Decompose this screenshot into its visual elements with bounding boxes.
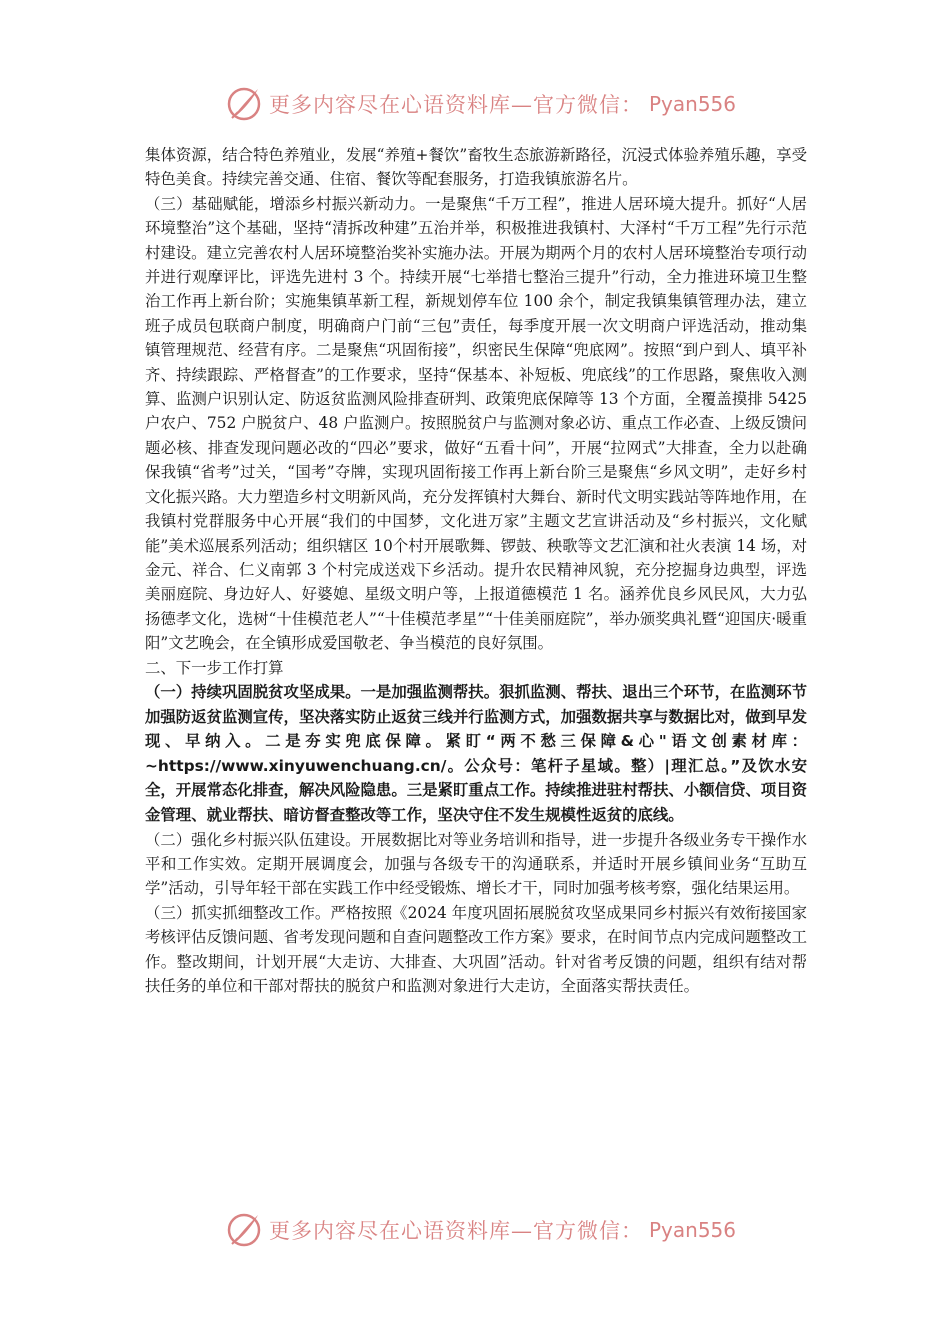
header-watermark [225, 84, 736, 124]
watermark-wechat-id: Pyan556 [649, 92, 737, 116]
paragraph-consolidate-poverty-results: （一）持续巩固脱贫攻坚成果。一是加强监测帮扶。狠抓监测、帮扶、退出三个环节，在监测环节加强防返贫监测宣传，坚决落实防止返贫三线并行监测方式，加强数据共享与数据比对，做到早发现、早纳入。二是夯实兜底保障。紧盯“两不愁三保障&心"语文创素材库：~https://www.xinyuwenchuang.cn/。公众号：笔杆子星域。整）|理汇总。”及饮水安全，开展常态化排查，解决风险隐患。三是紧盯重点工作。持续推进驻村帮扶、小额信贷、项目资金管理、就业帮扶、暗访督查整改等工作，坚决守住不发生规模性返贫的底线。 [145, 682, 807, 824]
body-text [145, 143, 807, 998]
watermark-text: 更多内容尽在心语资料库—官方微信： [269, 93, 643, 117]
section-heading-next-steps: 二、下一步工作打算 [145, 658, 284, 677]
watermark-text: 更多内容尽在心语资料库—官方微信： [269, 1219, 643, 1243]
paragraph-rectification: （三）抓实抓细整改工作。严格按照《2024 年度巩固拓展脱贫攻坚成果同乡村振兴有效衔接国家考核评估反馈问题、省考发现问题和自查问题整改工作方案》要求，在时间节点内完成问题整改工作。整改期间，计划开展“大走访、大排查、大巩固”活动。针对省考反馈的问题，组织有结对帮扶任务的单位和干部对帮扶的脱贫户和监测对象进行大走访，全面落实帮扶责任。 [145, 903, 807, 995]
watermark-wechat-id: Pyan556 [649, 1218, 737, 1242]
footer-watermark [225, 1210, 736, 1250]
paragraph-village-tourism: 集体资源，结合特色养殖业，发展“养殖+餐饮”畜牧生态旅游新路径，沉浸式体验养殖乐趣，享受特色美食。持续完善交通、住宿、餐饮等配套服务，打造我镇旅游名片。 [145, 146, 807, 189]
paragraph-team-building: （二）强化乡村振兴队伍建设。开展数据比对等业务培训和指导，进一步提升各级业务专干操作水平和工作实效。定期开展调度会，加强与各级专干的沟通联系，并适时开展乡镇间业务“互助互学”活动，引导年轻干部在实践工作中经受锻炼、增长才干，同时加强考核考察，强化结果运用。 [145, 830, 807, 898]
paragraph-basic-empowerment: （三）基础赋能，增添乡村振兴新动力。一是聚焦“千万工程”，推进人居环境大提升。抓好“人居环境整治”这个基础，坚持“清拆改种建”五治并举，积极推进我镇村、大泽村“千万工程”先行示范村建设。建立完善农村人居环境整治奖补实施办法。开展为期两个月的农村人居环境整治专项行动并进行观摩评比，评选先进村 3 个。持续开展“七举措七整治三提升”行动，全力推进环境卫生整治工作再上新台阶；实施集镇革新工程，新规划停车位 100 余个，制定我镇集镇管理办法，建立班子成员包联商户制度，明确商户门前“三包”责任，每季度开展一次文明商户评选活动，推动集镇管理规范、经营有序。二是聚焦“巩固衔接”，织密民生保障“兜底网”。按照“到户到人、填平补齐、持续跟踪、严格督查”的工作要求，坚持“保基本、补短板、兜底线”的工作思路，聚焦收入测算、监测户识别认定、防返贫监测风险排查研判、政策兜底保障等 13 个方面，全覆盖摸排 5425户农户、752 户脱贫户、48 户监测户。按照脱贫户与监测对象必访、重点工作必查、上级反馈问题必核、排查发现问题必改的“四必”要求，做好“五看十问”，开展“拉网式”大排查，全力以赴确保我镇“省考”过关，“国考”夺牌，实现巩固衔接工作再上新台阶三是聚焦“乡风文明”，走好乡村文化振兴路。大力塑造乡村文明新风尚，充分发挥镇村大舞台、新时代文明实践站等阵地作用，在我镇村党群服务中心开展“我们的中国梦，文化进万家”主题文艺宣讲活动及“乡村振兴，文化赋能”美术巡展系列活动；组织辖区 10个村开展歌舞、锣鼓、秧歌等文艺汇演和社火表演 14 场，对金元、祥合、仁义南郭 3 个村完成送戏下乡活动。提升农民精神风貌，充分挖掘身边典型，评选美丽庭院、身边好人、好婆媳、星级文明户等，上报道德模范 1 名。涵养优良乡风民风，大力弘扬德孝文化，选树“十佳模范老人”“十佳模范孝星”“十佳美丽庭院”，举办颁奖典礼暨“迎国庆·暖重阳”文艺晚会，在全镇形成爱国敬老、争当模范的良好氛围。 [145, 194, 807, 653]
quill-logo-icon [225, 85, 263, 123]
quill-logo-icon [225, 1211, 263, 1249]
